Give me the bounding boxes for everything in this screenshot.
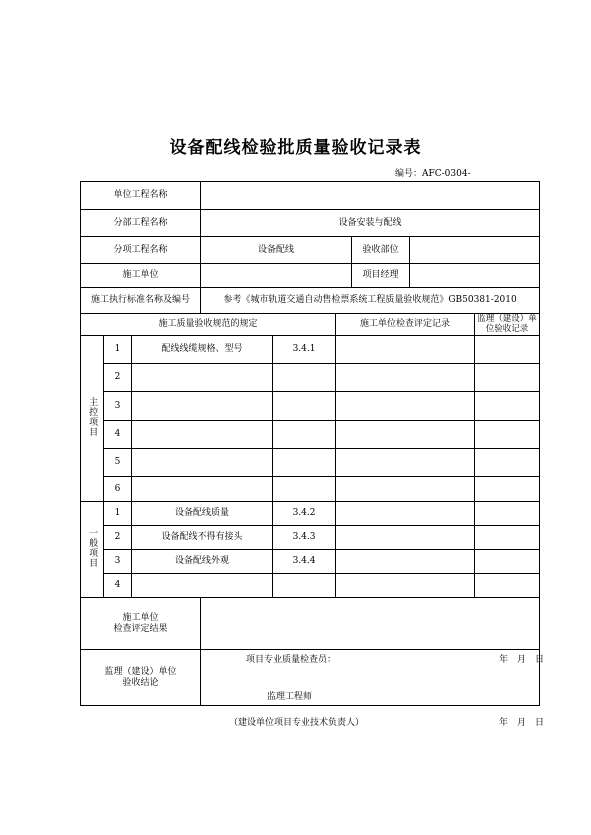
item-clause[interactable] xyxy=(273,449,336,477)
item-number: 6 xyxy=(104,477,132,502)
standard-value[interactable]: 参考《城市轨道交通自动售检票系统工程质量验收规范》GB50381-2010 xyxy=(201,288,540,314)
item-description[interactable] xyxy=(132,421,273,449)
supervisor-record-cell[interactable] xyxy=(475,421,540,449)
contractor-eval-area[interactable] xyxy=(201,598,545,665)
construction-unit-value[interactable] xyxy=(201,264,352,288)
table-row xyxy=(81,364,540,392)
subdivision-label: 分项工程名称 xyxy=(81,237,201,264)
acceptance-part-value[interactable] xyxy=(410,237,540,264)
item-number: 2 xyxy=(104,526,132,550)
division-label: 分部工程名称 xyxy=(81,210,201,237)
contractor-check-cell[interactable] xyxy=(336,526,475,550)
item-number: 1 xyxy=(104,502,132,526)
contractor-check-cell[interactable] xyxy=(336,477,475,502)
subdivision-value[interactable]: 设备配线 xyxy=(201,237,352,264)
contractor-eval-date: 年 月 日 xyxy=(499,654,545,665)
supervisor-record-column-header: 监理（建设）单位验收记录 xyxy=(475,314,540,336)
form-code: 编号：AFC-0304- xyxy=(395,169,471,179)
supervisor-record-cell[interactable] xyxy=(475,526,540,550)
supervisor-record-cell[interactable] xyxy=(475,550,540,574)
item-clause[interactable] xyxy=(273,364,336,392)
unit-project-label: 单位工程名称 xyxy=(81,182,201,210)
item-clause[interactable] xyxy=(273,392,336,421)
spec-column-header: 施工质量验收规范的规定 xyxy=(81,314,336,336)
item-number: 4 xyxy=(104,421,132,449)
item-description[interactable] xyxy=(132,574,273,598)
supervisor-record-cell[interactable] xyxy=(475,364,540,392)
item-description: 设备配线外观 xyxy=(132,550,273,574)
supervising-engineer-label: 监理工程师 xyxy=(267,691,313,702)
table-row xyxy=(81,421,540,449)
item-clause[interactable] xyxy=(273,421,336,449)
project-manager-label: 项目经理 xyxy=(352,264,410,288)
supervisor-record-cell[interactable] xyxy=(475,392,540,421)
item-description: 配线线缆规格、型号 xyxy=(132,336,273,364)
item-description[interactable] xyxy=(132,449,273,477)
division-value[interactable]: 设备安装与配线 xyxy=(201,210,540,237)
item-clause[interactable] xyxy=(273,477,336,502)
item-description[interactable] xyxy=(132,477,273,502)
item-description: 设备配线不得有接头 xyxy=(132,526,273,550)
table-row xyxy=(81,449,540,477)
contractor-check-cell[interactable] xyxy=(336,574,475,598)
contractor-check-cell[interactable] xyxy=(336,364,475,392)
item-clause: 3.4.2 xyxy=(273,502,336,526)
item-description[interactable] xyxy=(132,364,273,392)
acceptance-part-label: 验收部位 xyxy=(352,237,410,264)
item-number: 3 xyxy=(104,550,132,574)
supervisor-conclusion-label: 监理（建设）单位 验收结论 xyxy=(81,650,201,706)
form-title: 设备配线检验批质量验收记录表 xyxy=(169,138,422,158)
contractor-check-cell[interactable] xyxy=(336,336,475,364)
supervisor-record-cell[interactable] xyxy=(475,477,540,502)
item-number: 3 xyxy=(104,392,132,421)
table-row xyxy=(81,336,540,364)
item-number: 4 xyxy=(104,574,132,598)
standard-label: 施工执行标准名称及编号 xyxy=(81,288,201,314)
contractor-check-cell[interactable] xyxy=(336,421,475,449)
item-number: 1 xyxy=(104,336,132,364)
unit-project-value[interactable] xyxy=(201,182,540,210)
contractor-eval-label: 施工单位 检查评定结果 xyxy=(81,598,201,650)
contractor-check-cell[interactable] xyxy=(336,449,475,477)
table-row xyxy=(81,502,540,526)
contractor-check-column-header: 施工单位检查评定记录 xyxy=(336,314,475,336)
supervisor-record-cell[interactable] xyxy=(475,336,540,364)
item-number: 2 xyxy=(104,364,132,392)
inspection-record-table xyxy=(80,181,545,728)
supervisor-record-cell[interactable] xyxy=(475,502,540,526)
main-items-group-label: 主控项目 xyxy=(81,336,104,502)
item-clause[interactable] xyxy=(273,574,336,598)
supervisor-record-cell[interactable] xyxy=(475,574,540,598)
item-clause: 3.4.1 xyxy=(273,336,336,364)
table-row xyxy=(81,574,540,598)
contractor-check-cell[interactable] xyxy=(336,392,475,421)
construction-unit-label: 施工单位 xyxy=(81,264,201,288)
item-description: 设备配线质量 xyxy=(132,502,273,526)
item-clause: 3.4.4 xyxy=(273,550,336,574)
owner-technical-lead-label: （建设单位项目专业技术负责人） xyxy=(229,717,365,728)
contractor-check-cell[interactable] xyxy=(336,550,475,574)
inspector-signature-label: 项目专业质量检查员： xyxy=(246,654,337,665)
general-items-group-label: 一般项目 xyxy=(81,502,104,598)
supervisor-record-cell[interactable] xyxy=(475,449,540,477)
table-row xyxy=(81,477,540,502)
project-manager-value[interactable] xyxy=(410,264,540,288)
table-row xyxy=(81,526,540,550)
item-description[interactable] xyxy=(132,392,273,421)
table-row xyxy=(81,550,540,574)
contractor-check-cell[interactable] xyxy=(336,502,475,526)
item-clause: 3.4.3 xyxy=(273,526,336,550)
supervisor-conclusion-date: 年 月 日 xyxy=(499,717,545,728)
item-number: 5 xyxy=(104,449,132,477)
table-row xyxy=(81,392,540,421)
